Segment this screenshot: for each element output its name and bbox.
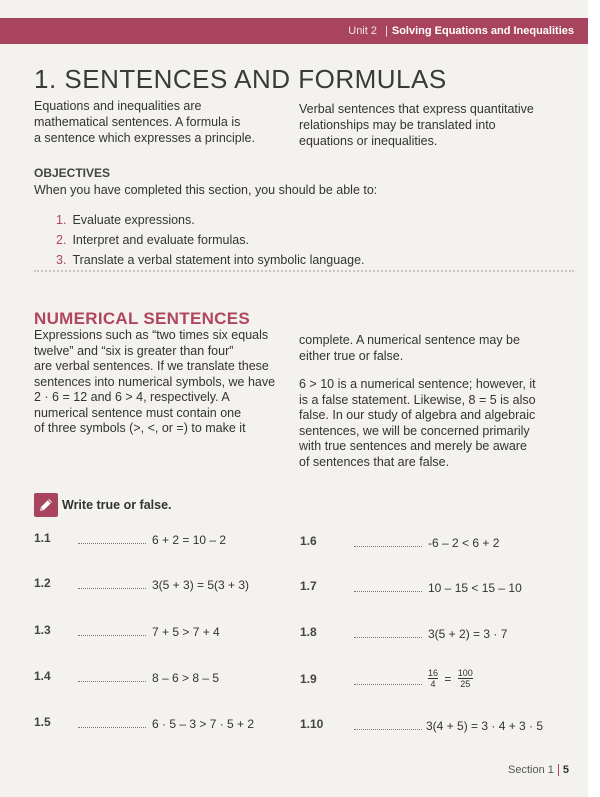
fraction-denominator: 25 xyxy=(460,679,471,689)
text-line: Expressions such as “two times six equals xyxy=(34,328,269,342)
exercise-number: 1.1 xyxy=(34,531,51,545)
answer-blank[interactable] xyxy=(354,579,422,592)
objective-text: Interpret and evaluate formulas. xyxy=(72,233,249,247)
exercise-item xyxy=(300,579,570,597)
exercise-number: 1.7 xyxy=(300,579,317,593)
exercise-expression: 3(4 + 5) = 3 · 4 + 3 · 5 xyxy=(426,719,544,733)
dotted-divider xyxy=(34,270,574,272)
exercise-item xyxy=(34,531,294,549)
paragraph xyxy=(299,333,549,364)
page-number: 5 xyxy=(558,764,569,776)
text-line: complete. A numerical sentence may be xyxy=(299,333,520,347)
text-line: is a false statement. Likewise, 8 = 5 is also xyxy=(299,392,536,407)
exercise-item xyxy=(300,717,570,735)
intro-line: equations or inequalities. xyxy=(299,134,438,148)
exercise-expression: 10 – 15 < 15 – 10 xyxy=(428,581,522,595)
text-line: 6 > 10 is a numerical sentence; however, it xyxy=(299,377,536,391)
pencil-icon xyxy=(34,493,58,517)
intro-line: mathematical sentences. A formula is xyxy=(34,115,241,129)
page-footer xyxy=(508,764,569,776)
answer-blank[interactable] xyxy=(354,717,422,730)
answer-blank[interactable] xyxy=(78,669,146,682)
exercise-number: 1.9 xyxy=(300,672,317,686)
exercise-number: 1.2 xyxy=(34,576,51,590)
exercise-number: 1.3 xyxy=(34,623,51,637)
section-title: 1. SENTENCES AND FORMULAS xyxy=(34,64,447,94)
footer-section: Section 1 xyxy=(508,764,554,776)
objectives-list xyxy=(56,210,365,270)
answer-blank[interactable] xyxy=(354,625,422,638)
text-line: 2 · 6 = 12 and 6 > 4, respectively. A xyxy=(34,390,230,404)
exercise-expression: -6 – 2 < 6 + 2 xyxy=(428,536,500,550)
fraction-numerator: 16 xyxy=(428,668,439,678)
unit-title: Solving Equations and Inequalities xyxy=(391,25,574,37)
fraction-denominator: 4 xyxy=(430,679,436,689)
text-line: sentences into numerical symbols, we have xyxy=(34,374,276,389)
text-line: false. In our study of algebra and algebraic xyxy=(299,408,536,422)
equals-sign: = xyxy=(444,671,452,686)
exercise-expression: 3(5 + 2) = 3 · 7 xyxy=(428,627,508,641)
exercise-number: 1.4 xyxy=(34,669,51,683)
exercise-expression: 7 + 5 > 7 + 4 xyxy=(152,625,220,639)
page-edge xyxy=(588,0,600,797)
text-line: twelve” and “six is greater than four” xyxy=(34,343,234,358)
exercise-expression: 3(5 + 3) = 5(3 + 3) xyxy=(152,578,250,592)
header-separator: | xyxy=(385,25,388,37)
fraction xyxy=(428,668,438,689)
exercise-item xyxy=(300,670,570,692)
intro-left-text xyxy=(34,98,272,146)
intro-line: relationships may be translated into xyxy=(299,118,496,132)
objective-number: 2. xyxy=(56,233,67,247)
text-line: of sentences that are false. xyxy=(299,454,450,469)
numerical-sentences-heading: NUMERICAL SENTENCES xyxy=(34,309,251,328)
objective-item xyxy=(56,250,365,270)
exercise-number: 1.8 xyxy=(300,625,317,639)
exercise-header xyxy=(34,492,172,518)
objective-text: Translate a verbal statement into symbolic language. xyxy=(72,253,365,267)
intro-line: Verbal sentences that express quantitative xyxy=(299,102,534,116)
answer-blank[interactable] xyxy=(354,672,422,685)
exercise-expression: 8 – 6 > 8 – 5 xyxy=(152,671,220,685)
numerical-right-text xyxy=(299,333,549,483)
exercise-instructions: Write true or false. xyxy=(62,498,172,512)
objective-number: 1. xyxy=(56,213,67,227)
text-line: are verbal sentences. If we translate these xyxy=(34,359,269,373)
objectives-description: When you have completed this section, you should be able to: xyxy=(34,183,378,197)
objective-text: Evaluate expressions. xyxy=(72,213,195,227)
text-line: of three symbols (>, <, or =) to make it xyxy=(34,421,246,435)
exercise-expression: 6 · 5 – 3 > 7 · 5 + 2 xyxy=(152,717,255,731)
objective-item xyxy=(56,230,365,250)
answer-blank[interactable] xyxy=(354,534,422,547)
text-line: sentences, we will be concerned primarily xyxy=(299,423,530,438)
answer-blank[interactable] xyxy=(78,531,146,544)
fraction xyxy=(458,668,473,689)
unit-header-bar xyxy=(0,18,588,44)
exercise-item xyxy=(34,669,294,687)
text-line: with true sentences and merely be aware xyxy=(299,439,527,453)
numerical-left-text xyxy=(34,328,284,437)
exercise-number: 1.6 xyxy=(300,534,317,548)
answer-blank[interactable] xyxy=(78,623,146,636)
fraction-expression xyxy=(428,668,473,689)
exercise-item xyxy=(300,625,570,643)
exercise-item xyxy=(34,576,294,594)
answer-blank[interactable] xyxy=(78,715,146,728)
unit-label: Unit 2 xyxy=(348,25,377,37)
paragraph xyxy=(299,377,549,470)
fraction-numerator: 100 xyxy=(457,668,473,678)
answer-blank[interactable] xyxy=(78,576,146,589)
exercise-item xyxy=(34,715,294,733)
exercise-number: 1.5 xyxy=(34,715,51,729)
exercise-item xyxy=(300,534,570,552)
exercise-number: 1.10 xyxy=(300,717,324,731)
intro-right-text xyxy=(299,101,559,149)
objective-item xyxy=(56,210,365,230)
intro-line: a sentence which expresses a principle. xyxy=(34,131,255,145)
exercise-item xyxy=(34,623,294,641)
exercise-expression: 6 + 2 = 10 – 2 xyxy=(152,533,227,547)
text-line: numerical sentence must contain one xyxy=(34,405,242,420)
objectives-heading: OBJECTIVES xyxy=(34,166,111,180)
objective-number: 3. xyxy=(56,253,67,267)
intro-line: Equations and inequalities are xyxy=(34,99,202,113)
text-line: either true or false. xyxy=(299,348,404,363)
